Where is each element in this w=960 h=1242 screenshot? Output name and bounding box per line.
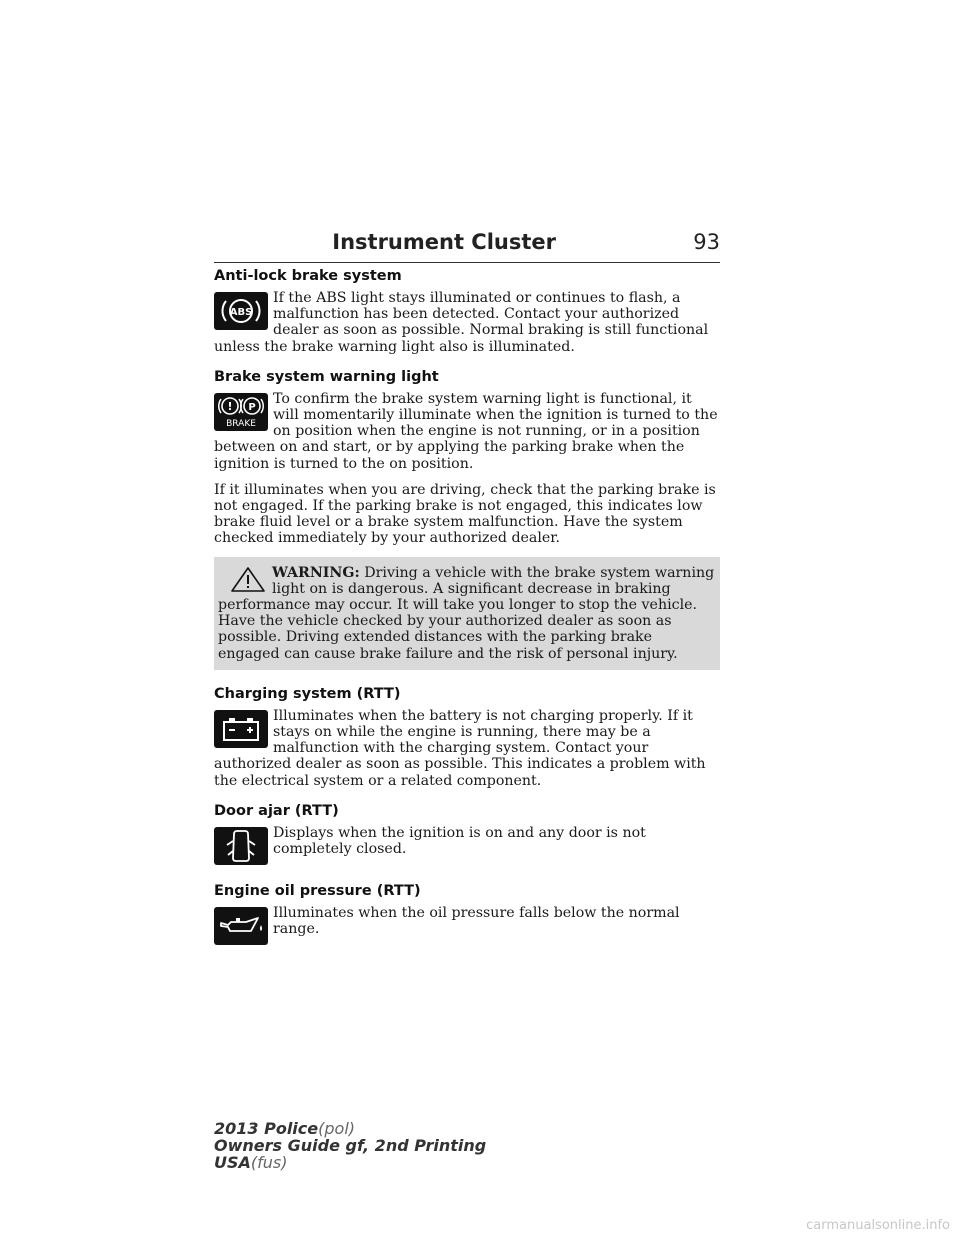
brake-icon-text: BRAKE [226, 418, 256, 429]
paragraph: If the ABS light stays illuminated or continues to flash, a malfunction has been detected. Contact your authorized dealer as soon as possible. Normal braking is still functional unless the brake warning light also is illuminated. [214, 290, 709, 355]
page-header [214, 222, 720, 263]
page-title: Instrument Cluster [332, 230, 556, 254]
section-abs [214, 268, 720, 355]
footer-model: 2013 Police [214, 1119, 319, 1138]
oil-can-icon [214, 907, 268, 945]
warning-box [214, 557, 720, 670]
section-heading: Engine oil pressure (RTT) [214, 882, 421, 899]
paragraph: Displays when the ignition is on and any door is not completely closed. [273, 824, 646, 858]
paragraph: To confirm the brake system warning light is functional, it will momentarily illuminate when the ignition is turned to the on position when the engine is not running, or in a position between on and start, or by applying the parking brake when the ignition is turned to the on position. [214, 390, 718, 472]
page-content [214, 268, 720, 963]
document-footer [214, 1120, 486, 1171]
svg-text:ABS: ABS [229, 307, 253, 318]
brake-warning-icon [214, 393, 268, 431]
svg-text:P: P [248, 401, 256, 413]
section-door-ajar [214, 803, 720, 869]
page-number: 93 [693, 230, 720, 254]
section-brake [214, 369, 720, 670]
section-heading: Anti-lock brake system [214, 268, 402, 284]
section-heading: Charging system (RTT) [214, 685, 401, 702]
battery-icon [214, 710, 268, 748]
paragraph: Illuminates when the oil pressure falls below the normal range. [273, 904, 680, 938]
section-oil-pressure [214, 883, 720, 949]
paragraph: If it illuminates when you are driving, check that the parking brake is not engaged. If the parking brake is not engaged, this indicates low brake fluid level or a brake system malfunction. Have the system checked immediately by your authorized dealer. [214, 481, 716, 547]
warning-text: Driving a vehicle with the brake system warning light on is dangerous. A significant decrease in braking performance may occur. It will take you longer to stop the vehicle. Have the vehicle checked by your authorized dealer as soon as possible. Driving extended distances with the parking brake engaged can cause brake failure and the risk of personal injury. [218, 564, 715, 662]
watermark-link[interactable]: carmanualsonline.info [806, 1218, 950, 1233]
footer-market-code: (fus) [250, 1153, 288, 1172]
abs-icon [214, 292, 268, 330]
footer-market: USA [214, 1153, 251, 1172]
section-heading: Brake system warning light [214, 368, 439, 385]
door-ajar-icon [214, 827, 268, 865]
warning-triangle-icon [226, 565, 270, 593]
section-heading: Door ajar (RTT) [214, 802, 339, 819]
svg-text:!: ! [227, 399, 233, 413]
footer-guide: Owners Guide gf, 2nd Printing [214, 1136, 487, 1155]
warning-label: WARNING: [272, 564, 360, 581]
footer-model-code: (pol) [318, 1119, 355, 1138]
section-charging [214, 686, 720, 789]
paragraph: Illuminates when the battery is not charging properly. If it stays on while the engine is running, there may be a malfunction with the charging system. Contact your authorized dealer as soon as possible. This indicates a problem with the electrical system or a related component. [214, 707, 706, 789]
